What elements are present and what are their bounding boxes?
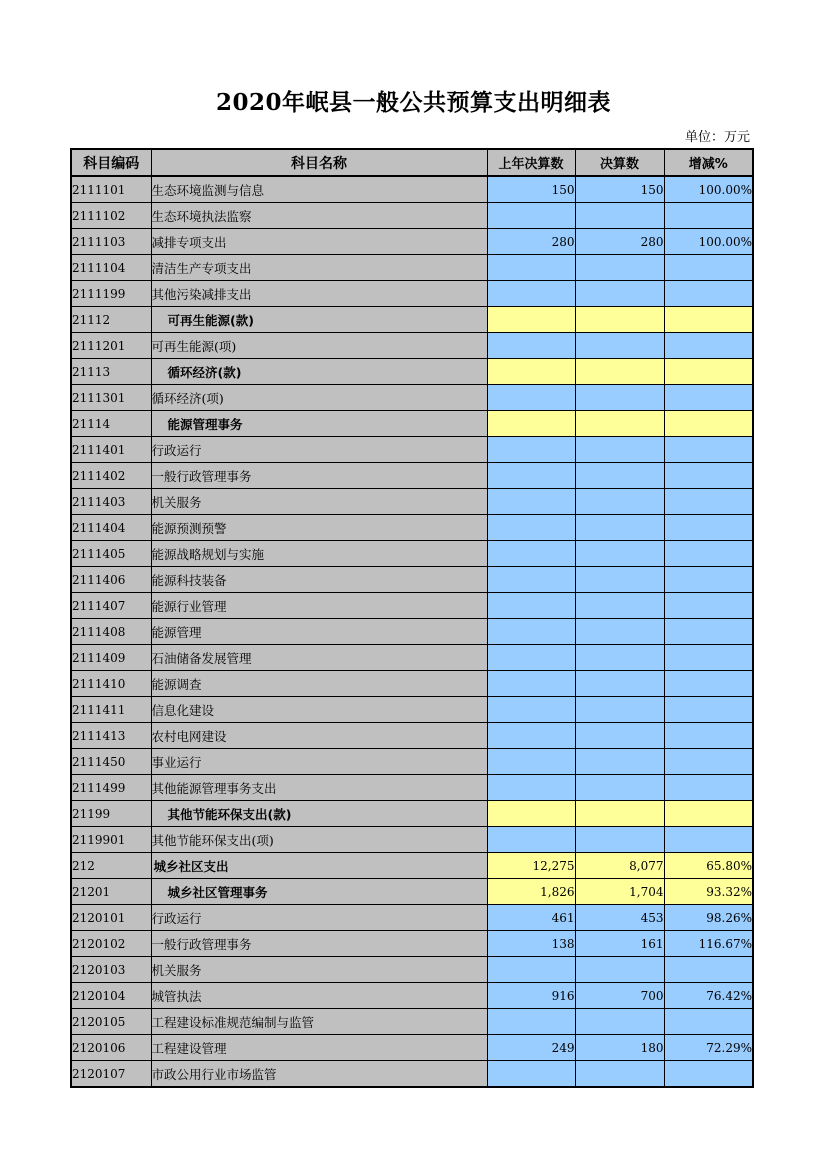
- table-header: [71, 149, 753, 176]
- row-name: 减排专项支出: [151, 229, 487, 255]
- table-row: [71, 879, 753, 905]
- row-code: 2111404: [71, 515, 151, 541]
- row-code: 2111403: [71, 489, 151, 515]
- table-row: [71, 645, 753, 671]
- row-name: 信息化建设: [151, 697, 487, 723]
- row-name: 工程建设标准规范编制与监管: [151, 1009, 487, 1035]
- row-curr-value: [575, 957, 664, 983]
- row-name: 能源科技装备: [151, 567, 487, 593]
- row-change-pct: [664, 203, 753, 229]
- row-prev-value: 12,275: [487, 853, 575, 879]
- row-change-pct: [664, 749, 753, 775]
- unit-label: 单位：万元: [684, 130, 750, 145]
- table-row: [71, 983, 753, 1009]
- row-curr-value: [575, 333, 664, 359]
- row-code: 21113: [71, 359, 151, 385]
- row-curr-value: 700: [575, 983, 664, 1009]
- row-code: 2111406: [71, 567, 151, 593]
- row-prev-value: [487, 1009, 575, 1035]
- row-prev-value: [487, 437, 575, 463]
- row-code: 21199: [71, 801, 151, 827]
- row-code: 21114: [71, 411, 151, 437]
- row-name: 能源预测预警: [151, 515, 487, 541]
- row-code: 2120104: [71, 983, 151, 1009]
- row-prev-value: 280: [487, 229, 575, 255]
- table-row: [71, 385, 753, 411]
- row-prev-value: [487, 671, 575, 697]
- header-pct: 增减%: [664, 149, 753, 176]
- row-prev-value: [487, 723, 575, 749]
- table-row: [71, 541, 753, 567]
- row-name: 行政运行: [151, 905, 487, 931]
- table-row: [71, 775, 753, 801]
- row-curr-value: 150: [575, 176, 664, 203]
- row-name: 其他节能环保支出(款): [151, 801, 487, 827]
- row-code: 2120103: [71, 957, 151, 983]
- table-row: [71, 1061, 753, 1088]
- row-name: 能源管理事务: [151, 411, 487, 437]
- row-name: 循环经济(项): [151, 385, 487, 411]
- row-code: 2111410: [71, 671, 151, 697]
- row-code: 2111402: [71, 463, 151, 489]
- row-name: 生态环境执法监察: [151, 203, 487, 229]
- row-name: 生态环境监测与信息: [151, 176, 487, 203]
- row-prev-value: [487, 359, 575, 385]
- header-prev: 上年决算数: [487, 149, 575, 176]
- header-code: 科目编码: [71, 149, 151, 176]
- table-row: [71, 619, 753, 645]
- row-prev-value: [487, 307, 575, 333]
- row-change-pct: [664, 697, 753, 723]
- row-curr-value: [575, 593, 664, 619]
- header-curr: 决算数: [575, 149, 664, 176]
- row-curr-value: [575, 619, 664, 645]
- row-prev-value: [487, 749, 575, 775]
- row-code: 2120105: [71, 1009, 151, 1035]
- row-code: 2111101: [71, 176, 151, 203]
- row-code: 2120102: [71, 931, 151, 957]
- row-change-pct: 72.29%: [664, 1035, 753, 1061]
- table-row: [71, 957, 753, 983]
- row-code: 212: [71, 853, 151, 879]
- row-name: 可再生能源(款): [151, 307, 487, 333]
- row-curr-value: [575, 801, 664, 827]
- row-name: 清洁生产专项支出: [151, 255, 487, 281]
- row-prev-value: 150: [487, 176, 575, 203]
- row-change-pct: 76.42%: [664, 983, 753, 1009]
- header-name: 科目名称: [151, 149, 487, 176]
- row-change-pct: [664, 1009, 753, 1035]
- row-curr-value: [575, 515, 664, 541]
- row-curr-value: [575, 463, 664, 489]
- row-code: 2111499: [71, 775, 151, 801]
- row-change-pct: [664, 463, 753, 489]
- row-prev-value: 138: [487, 931, 575, 957]
- table-row: [71, 853, 753, 879]
- row-name: 机关服务: [151, 957, 487, 983]
- row-prev-value: [487, 567, 575, 593]
- row-prev-value: [487, 827, 575, 853]
- row-code: 2111103: [71, 229, 151, 255]
- row-code: 2111413: [71, 723, 151, 749]
- row-code: 2120101: [71, 905, 151, 931]
- row-curr-value: [575, 281, 664, 307]
- row-change-pct: 100.00%: [664, 176, 753, 203]
- table-row: [71, 437, 753, 463]
- row-change-pct: [664, 489, 753, 515]
- row-change-pct: [664, 411, 753, 437]
- row-change-pct: [664, 437, 753, 463]
- row-code: 2119901: [71, 827, 151, 853]
- row-change-pct: [664, 359, 753, 385]
- row-change-pct: [664, 515, 753, 541]
- table-body: [71, 176, 753, 1087]
- row-name: 能源战略规划与实施: [151, 541, 487, 567]
- row-code: 2111411: [71, 697, 151, 723]
- row-prev-value: [487, 645, 575, 671]
- row-name: 其他污染减排支出: [151, 281, 487, 307]
- table-row: [71, 931, 753, 957]
- table-row: [71, 176, 753, 203]
- row-code: 2120106: [71, 1035, 151, 1061]
- row-change-pct: [664, 567, 753, 593]
- row-name: 能源调查: [151, 671, 487, 697]
- row-curr-value: [575, 645, 664, 671]
- page-title: 2020年岷县一般公共预算支出明细表: [215, 89, 611, 116]
- row-code: 2111201: [71, 333, 151, 359]
- row-curr-value: [575, 749, 664, 775]
- row-name: 循环经济(款): [151, 359, 487, 385]
- row-prev-value: 461: [487, 905, 575, 931]
- row-change-pct: [664, 333, 753, 359]
- row-prev-value: [487, 801, 575, 827]
- row-prev-value: [487, 255, 575, 281]
- row-name: 城乡社区支出: [151, 853, 487, 879]
- table-row: [71, 567, 753, 593]
- row-curr-value: 161: [575, 931, 664, 957]
- row-name: 事业运行: [151, 749, 487, 775]
- table-row: [71, 489, 753, 515]
- row-change-pct: 65.80%: [664, 853, 753, 879]
- row-prev-value: [487, 1061, 575, 1088]
- row-prev-value: [487, 697, 575, 723]
- row-prev-value: [487, 619, 575, 645]
- row-change-pct: [664, 593, 753, 619]
- row-curr-value: [575, 437, 664, 463]
- row-change-pct: [664, 827, 753, 853]
- row-code: 2111301: [71, 385, 151, 411]
- table-row: [71, 593, 753, 619]
- row-code: 2111102: [71, 203, 151, 229]
- row-prev-value: [487, 775, 575, 801]
- table-row: [71, 333, 753, 359]
- row-code: 2111199: [71, 281, 151, 307]
- row-name: 城管执法: [151, 983, 487, 1009]
- row-prev-value: 249: [487, 1035, 575, 1061]
- row-code: 2111401: [71, 437, 151, 463]
- row-code: 21201: [71, 879, 151, 905]
- row-change-pct: [664, 671, 753, 697]
- row-prev-value: [487, 203, 575, 229]
- row-change-pct: [664, 801, 753, 827]
- row-code: 2111409: [71, 645, 151, 671]
- row-name: 能源行业管理: [151, 593, 487, 619]
- row-curr-value: 280: [575, 229, 664, 255]
- table-row: [71, 723, 753, 749]
- row-name: 农村电网建设: [151, 723, 487, 749]
- row-curr-value: [575, 1061, 664, 1088]
- table-row: [71, 281, 753, 307]
- row-curr-value: [575, 775, 664, 801]
- row-curr-value: [575, 541, 664, 567]
- row-curr-value: 1,704: [575, 879, 664, 905]
- row-change-pct: [664, 1061, 753, 1088]
- row-change-pct: [664, 645, 753, 671]
- row-curr-value: [575, 203, 664, 229]
- table-row: [71, 1035, 753, 1061]
- row-prev-value: 1,826: [487, 879, 575, 905]
- row-curr-value: 453: [575, 905, 664, 931]
- row-curr-value: [575, 255, 664, 281]
- row-name: 市政公用行业市场监管: [151, 1061, 487, 1088]
- row-curr-value: [575, 827, 664, 853]
- row-name: 机关服务: [151, 489, 487, 515]
- row-curr-value: 180: [575, 1035, 664, 1061]
- row-prev-value: [487, 411, 575, 437]
- table-row: [71, 307, 753, 333]
- row-change-pct: [664, 957, 753, 983]
- row-change-pct: 100.00%: [664, 229, 753, 255]
- row-change-pct: [664, 255, 753, 281]
- row-curr-value: [575, 723, 664, 749]
- row-name: 能源管理: [151, 619, 487, 645]
- row-change-pct: [664, 541, 753, 567]
- row-change-pct: [664, 281, 753, 307]
- row-prev-value: [487, 489, 575, 515]
- row-prev-value: [487, 385, 575, 411]
- row-name: 城乡社区管理事务: [151, 879, 487, 905]
- row-prev-value: [487, 957, 575, 983]
- row-curr-value: 8,077: [575, 853, 664, 879]
- row-prev-value: [487, 281, 575, 307]
- row-name: 一般行政管理事务: [151, 463, 487, 489]
- row-curr-value: [575, 359, 664, 385]
- table-row: [71, 827, 753, 853]
- row-code: 2111450: [71, 749, 151, 775]
- row-change-pct: 93.32%: [664, 879, 753, 905]
- row-name: 其他能源管理事务支出: [151, 775, 487, 801]
- table-row: [71, 749, 753, 775]
- row-curr-value: [575, 489, 664, 515]
- row-curr-value: [575, 671, 664, 697]
- row-code: 2111408: [71, 619, 151, 645]
- row-change-pct: [664, 619, 753, 645]
- table-row: [71, 905, 753, 931]
- budget-table: [70, 148, 754, 1088]
- table-row: [71, 697, 753, 723]
- row-change-pct: [664, 723, 753, 749]
- row-name: 石油储备发展管理: [151, 645, 487, 671]
- table-row: [71, 411, 753, 437]
- row-code: 21112: [71, 307, 151, 333]
- row-curr-value: [575, 411, 664, 437]
- table-row: [71, 255, 753, 281]
- table-row: [71, 801, 753, 827]
- row-curr-value: [575, 307, 664, 333]
- row-curr-value: [575, 1009, 664, 1035]
- row-code: 2120107: [71, 1061, 151, 1088]
- table-row: [71, 671, 753, 697]
- row-change-pct: 98.26%: [664, 905, 753, 931]
- row-curr-value: [575, 697, 664, 723]
- table-row: [71, 1009, 753, 1035]
- row-prev-value: 916: [487, 983, 575, 1009]
- row-name: 工程建设管理: [151, 1035, 487, 1061]
- table-row: [71, 463, 753, 489]
- row-prev-value: [487, 541, 575, 567]
- row-code: 2111407: [71, 593, 151, 619]
- table-row: [71, 515, 753, 541]
- row-name: 其他节能环保支出(项): [151, 827, 487, 853]
- row-name: 行政运行: [151, 437, 487, 463]
- row-change-pct: [664, 775, 753, 801]
- row-prev-value: [487, 593, 575, 619]
- row-prev-value: [487, 515, 575, 541]
- row-prev-value: [487, 463, 575, 489]
- row-change-pct: [664, 307, 753, 333]
- table-row: [71, 203, 753, 229]
- row-code: 2111405: [71, 541, 151, 567]
- row-curr-value: [575, 567, 664, 593]
- row-code: 2111104: [71, 255, 151, 281]
- row-change-pct: 116.67%: [664, 931, 753, 957]
- row-curr-value: [575, 385, 664, 411]
- table-row: [71, 359, 753, 385]
- row-change-pct: [664, 385, 753, 411]
- row-prev-value: [487, 333, 575, 359]
- row-name: 一般行政管理事务: [151, 931, 487, 957]
- row-name: 可再生能源(项): [151, 333, 487, 359]
- table-row: [71, 229, 753, 255]
